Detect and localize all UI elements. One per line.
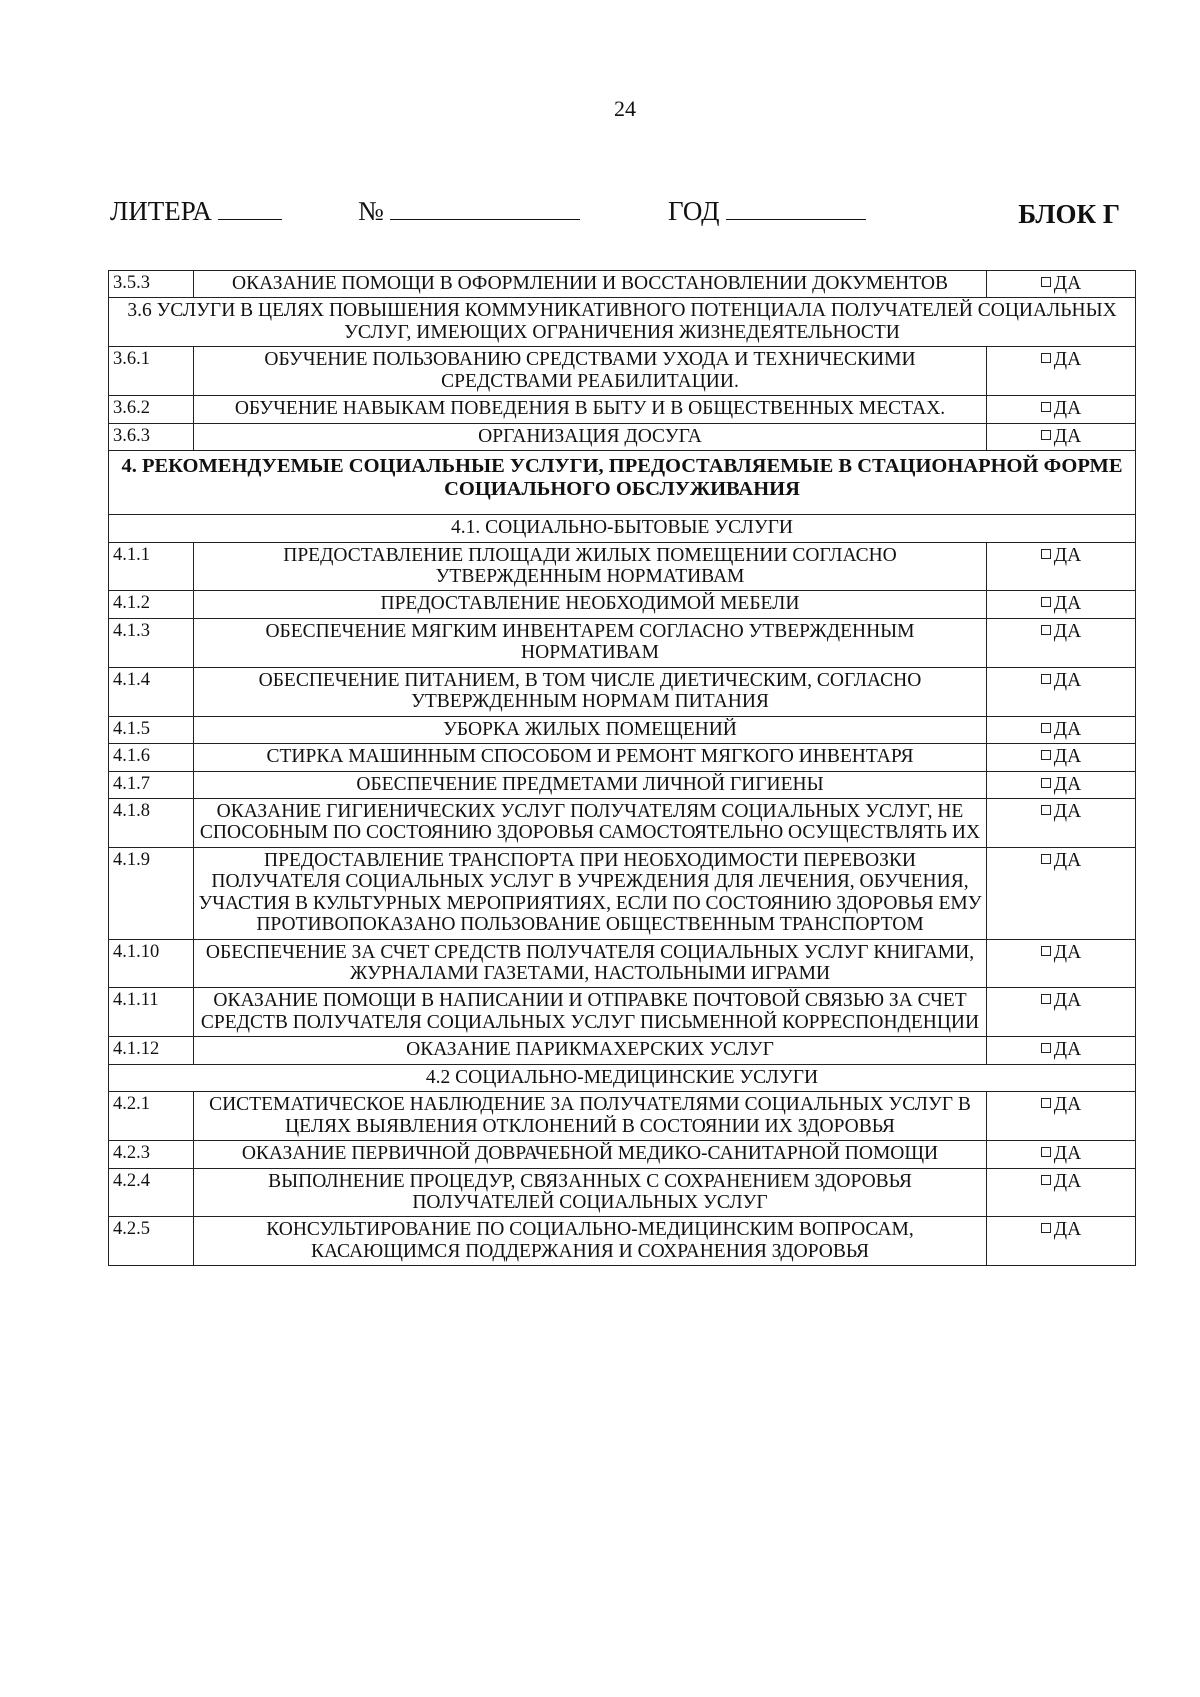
service-name: ОБЕСПЕЧЕНИЕ МЯГКИМ ИНВЕНТАРЕМ СОГЛАСНО УТВЕРЖДЕННЫМ НОРМАТИВАМ xyxy=(194,618,987,667)
answer-cell xyxy=(987,667,1136,716)
answer-cell xyxy=(987,771,1136,798)
service-row xyxy=(109,542,1136,591)
yes-checkbox[interactable] xyxy=(1041,1043,1051,1053)
service-code: 4.1.3 xyxy=(109,618,194,667)
main-section-title: 4. РЕКОМЕНДУЕМЫЕ СОЦИАЛЬНЫЕ УСЛУГИ, ПРЕДОСТАВЛЯЕМЫЕ В СТАЦИОНАРНОЙ ФОРМЕ СОЦИАЛЬНОГО ОБСЛУЖИВАНИЯ xyxy=(109,451,1136,515)
service-row xyxy=(109,1217,1136,1266)
yes-label: ДА xyxy=(1053,849,1082,871)
service-code: 4.1.6 xyxy=(109,744,194,771)
year-field xyxy=(668,195,866,227)
answer-cell xyxy=(987,744,1136,771)
answer-cell xyxy=(987,542,1136,591)
subsection-title: 4.1. СОЦИАЛЬНО-БЫТОВЫЕ УСЛУГИ xyxy=(109,515,1136,542)
service-code: 3.6.3 xyxy=(109,423,194,450)
yes-label: ДА xyxy=(1053,273,1082,294)
main-section-row xyxy=(109,451,1136,515)
litera-label: ЛИТЕРА xyxy=(110,196,212,226)
service-name: ОКАЗАНИЕ ПОМОЩИ В НАПИСАНИИ И ОТПРАВКЕ ПОЧТОВОЙ СВЯЗЬЮ ЗА СЧЕТ СРЕДСТВ ПОЛУЧАТЕЛЯ СОЦИАЛЬНЫХ УСЛУГ ПИСЬМЕННОЙ КОРРЕСПОНДЕНЦИИ xyxy=(194,988,987,1037)
answer-cell xyxy=(987,1141,1136,1168)
service-code: 4.2.3 xyxy=(109,1141,194,1168)
service-row xyxy=(109,771,1136,798)
service-row xyxy=(109,591,1136,618)
answer-cell xyxy=(987,618,1136,667)
service-row xyxy=(109,798,1136,847)
service-row xyxy=(109,1092,1136,1141)
litera-field xyxy=(110,195,282,227)
yes-checkbox[interactable] xyxy=(1041,778,1051,788)
service-code: 4.1.8 xyxy=(109,798,194,847)
service-name: ПРЕДОСТАВЛЕНИЕ НЕОБХОДИМОЙ МЕБЕЛИ xyxy=(194,591,987,618)
service-row xyxy=(109,1168,1136,1217)
year-label: ГОД xyxy=(668,196,720,226)
answer-cell xyxy=(987,988,1136,1037)
service-name: ОБЕСПЕЧЕНИЕ ПРЕДМЕТАМИ ЛИЧНОЙ ГИГИЕНЫ xyxy=(194,771,987,798)
yes-checkbox[interactable] xyxy=(1041,674,1051,684)
yes-label: ДА xyxy=(1053,1143,1082,1165)
service-row xyxy=(109,847,1136,939)
service-name: СТИРКА МАШИННЫМ СПОСОБОМ И РЕМОНТ МЯГКОГО ИНВЕНТАРЯ xyxy=(194,744,987,771)
number-label: № xyxy=(358,196,384,226)
yes-label: ДА xyxy=(1053,990,1082,1012)
service-row xyxy=(109,716,1136,743)
service-name: ОБУЧЕНИЕ НАВЫКАМ ПОВЕДЕНИЯ В БЫТУ И В ОБЩЕСТВЕННЫХ МЕСТАХ. xyxy=(194,396,987,423)
service-name: ОБЕСПЕЧЕНИЕ ЗА СЧЕТ СРЕДСТВ ПОЛУЧАТЕЛЯ СОЦИАЛЬНЫХ УСЛУГ КНИГАМИ, ЖУРНАЛАМИ ГАЗЕТАМИ, НАСТОЛЬНЫМИ ИГРАМИ xyxy=(194,939,987,988)
yes-checkbox[interactable] xyxy=(1041,597,1051,607)
service-name: ОКАЗАНИЕ ПЕРВИЧНОЙ ДОВРАЧЕБНОЙ МЕДИКО-САНИТАРНОЙ ПОМОЩИ xyxy=(194,1141,987,1168)
answer-cell xyxy=(987,347,1136,396)
yes-checkbox[interactable] xyxy=(1041,723,1051,733)
service-name: ПРЕДОСТАВЛЕНИЕ ПЛОЩАДИ ЖИЛЫХ ПОМЕЩЕНИИ СОГЛАСНО УТВЕРЖДЕННЫМ НОРМАТИВАМ xyxy=(194,542,987,591)
yes-label: ДА xyxy=(1053,1219,1082,1241)
subsection-title: 4.2 СОЦИАЛЬНО-МЕДИЦИНСКИЕ УСЛУГИ xyxy=(109,1064,1136,1091)
service-name: ПРЕДОСТАВЛЕНИЕ ТРАНСПОРТА ПРИ НЕОБХОДИМОСТИ ПЕРЕВОЗКИ ПОЛУЧАТЕЛЯ СОЦИАЛЬНЫХ УСЛУГ В УЧРЕЖДЕНИЯ ДЛЯ ЛЕЧЕНИЯ, ОБУЧЕНИЯ, УЧАСТИЯ В КУЛЬТУРНЫХ МЕРОПРИЯТИЯХ, ЕСЛИ ПО СОСТОЯНИЮ ЗДОРОВЬЯ ЕМУ ПРОТИВОПОКАЗАНО ПОЛЬЗОВАНИЕ ОБЩЕСТВЕННЫМ ТРАНСПОРТОМ xyxy=(194,847,987,939)
yes-label: ДА xyxy=(1053,718,1082,740)
yes-label: ДА xyxy=(1053,1094,1082,1116)
yes-label: ДА xyxy=(1053,620,1082,642)
yes-checkbox[interactable] xyxy=(1041,854,1051,864)
service-code: 4.1.10 xyxy=(109,939,194,988)
yes-label: ДА xyxy=(1053,800,1082,822)
service-name: ОБУЧЕНИЕ ПОЛЬЗОВАНИЮ СРЕДСТВАМИ УХОДА И ТЕХНИЧЕСКИМИ СРЕДСТВАМИ РЕАБИЛИТАЦИИ. xyxy=(194,347,987,396)
service-code: 4.1.4 xyxy=(109,667,194,716)
answer-cell xyxy=(987,271,1136,298)
yes-label: ДА xyxy=(1053,544,1082,566)
yes-label: ДА xyxy=(1053,746,1082,768)
answer-cell xyxy=(987,1217,1136,1266)
service-name: СИСТЕМАТИЧЕСКОЕ НАБЛЮДЕНИЕ ЗА ПОЛУЧАТЕЛЯМИ СОЦИАЛЬНЫХ УСЛУГ В ЦЕЛЯХ ВЫЯВЛЕНИЯ ОТКЛОНЕНИЙ В СОСТОЯНИИ ИХ ЗДОРОВЬЯ xyxy=(194,1092,987,1141)
service-code: 4.1.12 xyxy=(109,1037,194,1064)
yes-checkbox[interactable] xyxy=(1041,353,1051,363)
yes-checkbox[interactable] xyxy=(1041,277,1051,287)
yes-label: ДА xyxy=(1053,398,1082,420)
service-code: 4.1.9 xyxy=(109,847,194,939)
yes-checkbox[interactable] xyxy=(1041,402,1051,412)
service-code: 3.6.2 xyxy=(109,396,194,423)
yes-checkbox[interactable] xyxy=(1041,805,1051,815)
answer-cell xyxy=(987,1168,1136,1217)
yes-label: ДА xyxy=(1053,669,1082,691)
services-table xyxy=(108,270,1136,1266)
service-name: ОРГАНИЗАЦИЯ ДОСУГА xyxy=(194,423,987,450)
service-row xyxy=(109,271,1136,298)
service-code: 4.1.2 xyxy=(109,591,194,618)
service-row xyxy=(109,988,1136,1037)
yes-checkbox[interactable] xyxy=(1041,1175,1051,1185)
litera-input-line[interactable] xyxy=(218,195,282,220)
yes-checkbox[interactable] xyxy=(1041,994,1051,1004)
service-name: ВЫПОЛНЕНИЕ ПРОЦЕДУР, СВЯЗАННЫХ С СОХРАНЕНИЕМ ЗДОРОВЬЯ ПОЛУЧАТЕЛЕЙ СОЦИАЛЬНЫХ УСЛУГ xyxy=(194,1168,987,1217)
section-title: 3.6 УСЛУГИ В ЦЕЛЯХ ПОВЫШЕНИЯ КОММУНИКАТИВНОГО ПОТЕНЦИАЛА ПОЛУЧАТЕЛЕЙ СОЦИАЛЬНЫХ УСЛУГ, ИМЕЮЩИХ ОГРАНИЧЕНИЯ ЖИЗНЕДЕЯТЕЛЬНОСТИ xyxy=(109,298,1136,347)
yes-label: ДА xyxy=(1053,593,1082,615)
service-row xyxy=(109,939,1136,988)
service-name: УБОРКА ЖИЛЫХ ПОМЕЩЕНИЙ xyxy=(194,716,987,743)
service-code: 4.2.4 xyxy=(109,1168,194,1217)
yes-label: ДА xyxy=(1053,941,1082,963)
subsection-row xyxy=(109,1064,1136,1091)
service-row xyxy=(109,347,1136,396)
page-number: 24 xyxy=(614,96,636,121)
service-row xyxy=(109,744,1136,771)
answer-cell xyxy=(987,423,1136,450)
answer-cell xyxy=(987,1092,1136,1141)
service-code: 4.1.5 xyxy=(109,716,194,743)
section-row xyxy=(109,298,1136,347)
service-row xyxy=(109,1141,1136,1168)
number-field xyxy=(358,195,580,227)
yes-label: ДА xyxy=(1053,773,1082,795)
answer-cell xyxy=(987,396,1136,423)
form-header xyxy=(110,195,1120,235)
answer-cell xyxy=(987,591,1136,618)
yes-label: ДА xyxy=(1053,1170,1082,1192)
service-row xyxy=(109,667,1136,716)
service-name: ОКАЗАНИЕ ПАРИКМАХЕРСКИХ УСЛУГ xyxy=(194,1037,987,1064)
service-row xyxy=(109,1037,1136,1064)
yes-checkbox[interactable] xyxy=(1041,750,1051,760)
subsection-row xyxy=(109,515,1136,542)
year-input-line[interactable] xyxy=(726,195,866,220)
service-name: ОКАЗАНИЕ ГИГИЕНИЧЕСКИХ УСЛУГ ПОЛУЧАТЕЛЯМ СОЦИАЛЬНЫХ УСЛУГ, НЕ СПОСОБНЫМ ПО СОСТОЯНИЮ ЗДОРОВЬЯ САМОСТОЯТЕЛЬНО ОСУЩЕСТВЛЯТЬ ИХ xyxy=(194,798,987,847)
service-name: ОБЕСПЕЧЕНИЕ ПИТАНИЕМ, В ТОМ ЧИСЛЕ ДИЕТИЧЕСКИМ, СОГЛАСНО УТВЕРЖДЕННЫМ НОРМАМ ПИТАНИЯ xyxy=(194,667,987,716)
service-code: 4.2.5 xyxy=(109,1217,194,1266)
service-code: 4.1.7 xyxy=(109,771,194,798)
yes-checkbox[interactable] xyxy=(1041,625,1051,635)
block-label: БЛОК Г xyxy=(1018,199,1120,229)
service-code: 4.1.11 xyxy=(109,988,194,1037)
yes-label: ДА xyxy=(1053,425,1082,447)
service-name: КОНСУЛЬТИРОВАНИЕ ПО СОЦИАЛЬНО-МЕДИЦИНСКИМ ВОПРОСАМ, КАСАЮЩИМСЯ ПОДДЕРЖАНИЯ И СОХРАНЕНИЯ ЗДОРОВЬЯ xyxy=(194,1217,987,1266)
yes-checkbox[interactable] xyxy=(1041,430,1051,440)
service-code: 4.1.1 xyxy=(109,542,194,591)
answer-cell xyxy=(987,798,1136,847)
answer-cell xyxy=(987,716,1136,743)
yes-checkbox[interactable] xyxy=(1041,946,1051,956)
answer-cell xyxy=(987,847,1136,939)
service-code: 3.6.1 xyxy=(109,347,194,396)
yes-checkbox[interactable] xyxy=(1041,1098,1051,1108)
service-name: ОКАЗАНИЕ ПОМОЩИ В ОФОРМЛЕНИИ И ВОССТАНОВЛЕНИИ ДОКУМЕНТОВ xyxy=(194,271,987,298)
yes-checkbox[interactable] xyxy=(1041,549,1051,559)
yes-checkbox[interactable] xyxy=(1041,1147,1051,1157)
service-code: 3.5.3 xyxy=(109,271,194,298)
number-input-line[interactable] xyxy=(390,195,580,220)
yes-checkbox[interactable] xyxy=(1041,1223,1051,1233)
service-row xyxy=(109,618,1136,667)
answer-cell xyxy=(987,1037,1136,1064)
service-code: 4.2.1 xyxy=(109,1092,194,1141)
answer-cell xyxy=(987,939,1136,988)
yes-label: ДА xyxy=(1053,349,1082,371)
service-row xyxy=(109,396,1136,423)
service-row xyxy=(109,423,1136,450)
yes-label: ДА xyxy=(1053,1039,1082,1061)
